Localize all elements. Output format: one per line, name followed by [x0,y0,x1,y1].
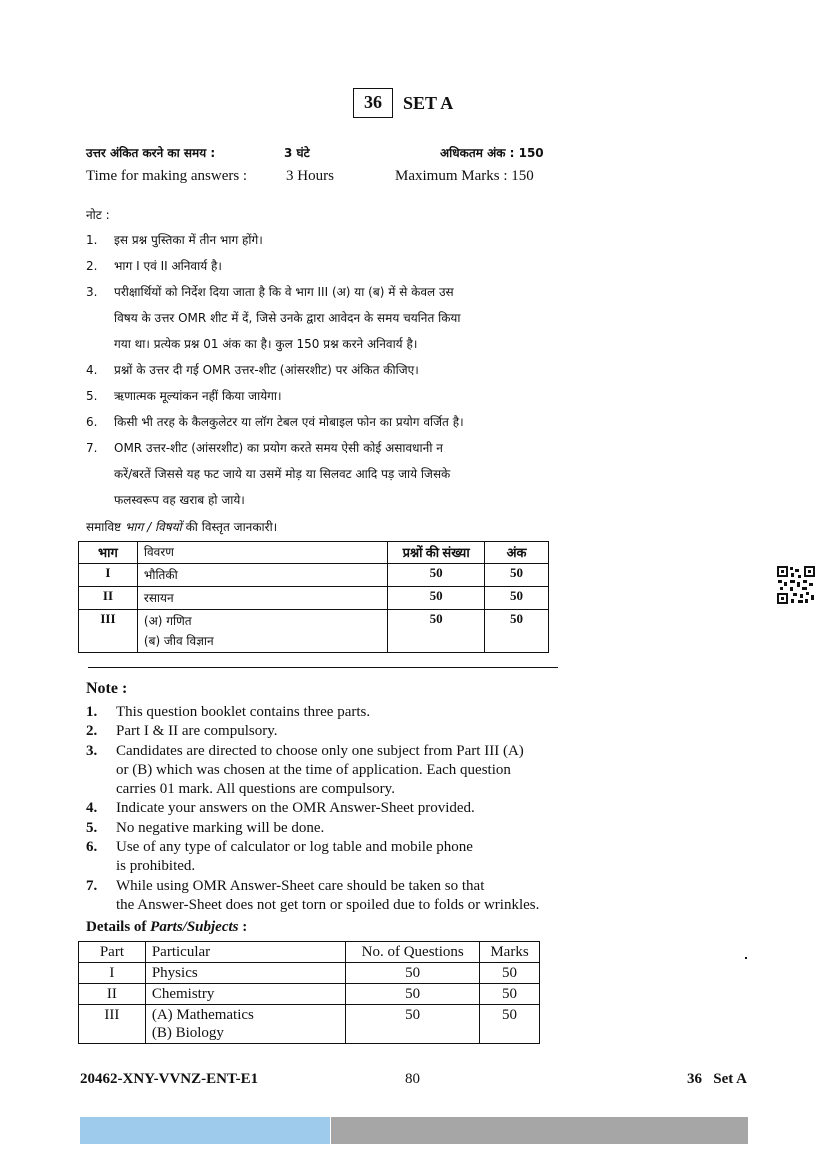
marks-label: Maximum Marks : 150 [395,168,534,184]
note-number: 1. [86,704,98,720]
note-number: 4. [86,800,98,817]
table-header-cell: Marks [480,942,540,963]
section-divider [88,667,558,668]
footer-bar-grey [331,1117,748,1144]
hindi-details-post: की विस्तृत जानकारी। [181,520,278,534]
note-text: Indicate your answers on the OMR Answer-Sheet provided. [116,800,475,817]
hindi-note-number: 7. [86,441,98,455]
note-line [86,896,646,915]
hindi-table-marks: 50 [485,564,549,587]
hindi-table-row [79,587,549,610]
footer-set: 36 Set A [687,1071,747,1087]
hindi-note-line [86,383,606,409]
table-particular [145,1005,345,1044]
hindi-table-part: I [79,564,138,587]
table-part: III [79,1005,146,1044]
note-line [86,742,646,761]
note-line [86,761,646,780]
hindi-table-marks: 50 [485,587,549,610]
note-text: While using OMR Answer-Sheet care should be taken so that [116,877,485,894]
details-post: : [238,919,248,935]
hindi-note-line [86,409,606,435]
note-number: 7. [86,877,98,894]
hindi-note-text: करें/बरतें जिससे यह फट जाये या उसमें मोड़ या सिलवट आदि पड़ जाये जिसके [114,467,451,481]
note-line [86,819,646,838]
note-text: Part I & II are compulsory. [116,723,278,740]
hindi-table-header-cell: प्रश्नों की संख्या [388,542,485,564]
hindi-time-label: उत्तर अंकित करने का समय : [86,146,216,160]
hindi-table-particular [137,564,387,587]
hindi-table-particular-line: रसायन [143,591,174,605]
details-heading [86,919,247,936]
details-em: Parts/Subjects [150,919,239,935]
hindi-time-value: 3 घंटे [284,146,310,160]
hindi-table-header-cell: अंक [485,542,549,564]
hindi-details-em: भाग / विषयों [125,520,182,534]
hindi-table-questions: 50 [388,564,485,587]
hindi-note-number: 2. [86,259,98,273]
page-number: 80 [405,1071,420,1087]
hindi-notes-list [86,227,606,513]
hindi-table-particular [137,610,387,653]
set-label: SET A [403,93,454,113]
hindi-note-text: ऋणात्मक मूल्यांकन नहीं किया जायेगा। [114,389,282,403]
hindi-note-line [86,227,606,253]
stray-mark [745,957,747,959]
note-number: 2. [86,723,98,740]
hindi-note-number: 3. [86,285,98,299]
table-particular [145,963,345,984]
note-text: No negative marking will be done. [116,819,325,836]
details-pre: Details of [86,919,151,935]
note-text: Use of any type of calculator or log table and mobile phone [116,839,473,856]
hindi-note-line [86,357,606,383]
hindi-note-text: भाग I एवं II अनिवार्य है। [114,259,222,273]
hindi-table-part: II [79,587,138,610]
hindi-note-text: परीक्षार्थियों को निर्देश दिया जाता है कि वे भाग III (अ) या (ब) में से केवल उस [114,285,454,299]
table-row [79,1005,540,1044]
note-text: This question booklet contains three parts. [116,704,371,720]
table-particular-line: Physics [151,965,198,981]
hindi-table-marks: 50 [485,610,549,653]
table-questions: 50 [346,963,480,984]
note-line [86,838,646,857]
hindi-details-heading [86,518,277,535]
table-row [79,963,540,984]
note-line [86,722,646,741]
parts-table [78,941,540,1044]
hindi-table-header-cell: भाग [79,542,138,564]
hindi-note-line [86,279,606,305]
note-text: the Answer-Sheet does not get torn or spoiled due to folds or wrinkles. [116,896,540,913]
hindi-note-text: विषय के उत्तर OMR शीट में दें, जिसे उनके द्वारा आवेदन के समय चयनित किया [114,311,461,325]
table-questions: 50 [346,1005,480,1044]
table-particular-line: (A) Mathematics [151,1007,254,1023]
qr-code [776,565,816,605]
hindi-note-line [86,253,606,279]
hindi-table-particular-line: भौतिकी [143,568,178,582]
note-number: 5. [86,819,98,836]
time-value: 3 Hours [286,168,334,184]
hindi-note-text: फलस्वरूप वह खराब हो जाये। [114,493,245,507]
hindi-note-text: गया था। प्रत्येक प्रश्न 01 अंक का है। कुल 150 प्रश्न करने अनिवार्य है। [114,337,418,351]
hindi-table-header-cell: विवरण [137,542,387,564]
hindi-table-particular-line: (अ) गणित [143,614,192,628]
footer-code: 20462-XNY-VVNZ-ENT-E1 [80,1071,259,1087]
note-line [86,857,646,876]
hindi-table-row [79,610,549,653]
hindi-note-number: 5. [86,389,98,403]
note-line [86,799,646,818]
hindi-note-line [86,461,606,487]
table-row [79,984,540,1005]
hindi-details-pre: समाविष्ट [86,520,125,534]
hindi-note-line [86,331,606,357]
hindi-table-questions: 50 [388,610,485,653]
table-marks: 50 [480,984,540,1005]
time-label: Time for making answers : [86,168,248,184]
hindi-table-header-row [79,542,549,564]
set-number-box: 36 [353,88,393,118]
note-line [86,877,646,896]
hindi-note-number: 1. [86,233,98,247]
note-number: 6. [86,839,98,856]
table-header-cell: No. of Questions [346,942,480,963]
hindi-note-line [86,305,606,331]
hindi-marks-label: अधिकतम अंक : 150 [440,146,544,160]
note-number: 3. [86,742,98,759]
table-part: I [79,963,146,984]
note-line [86,703,646,722]
note-heading: Note : [86,680,128,697]
hindi-table-row [79,564,549,587]
table-particular-line: (B) Biology [151,1025,224,1041]
table-header-cell: Part [79,942,146,963]
hindi-table-questions: 50 [388,587,485,610]
table-header-cell: Particular [145,942,345,963]
note-text: carries 01 mark. All questions are compulsory. [116,781,395,798]
table-particular [145,984,345,1005]
notes-list [86,703,646,915]
hindi-table-particular [137,587,387,610]
hindi-table-part: III [79,610,138,653]
hindi-note-text: किसी भी तरह के कैलकुलेटर या लॉग टेबल एवं मोबाइल फोन का प्रयोग वर्जित है। [114,415,464,429]
table-header-row [79,942,540,963]
hindi-note-number: 6. [86,415,98,429]
hindi-table-particular-line: (ब) जीव विज्ञान [143,634,214,648]
hindi-note-line [86,435,606,461]
hindi-note-heading: नोट : [86,208,110,222]
note-text: Candidates are directed to choose only one subject from Part III (A) [116,742,524,759]
table-marks: 50 [480,1005,540,1044]
table-marks: 50 [480,963,540,984]
hindi-note-text: OMR उत्तर-शीट (आंसरशीट) का प्रयोग करते समय ऐसी कोई असावधानी न [114,441,443,455]
table-questions: 50 [346,984,480,1005]
hindi-parts-table [78,541,549,653]
note-text: is prohibited. [116,858,196,875]
table-particular-line: Chemistry [151,986,215,1002]
hindi-note-line [86,487,606,513]
hindi-note-text: प्रश्नों के उत्तर दी गई OMR उत्तर-शीट (आंसरशीट) पर अंकित कीजिए। [114,363,419,377]
note-text: or (B) which was chosen at the time of application. Each question [116,761,511,778]
footer-bar-blue [80,1117,330,1144]
hindi-note-text: इस प्रश्न पुस्तिका में तीन भाग होंगे। [114,233,263,247]
note-line [86,780,646,799]
hindi-note-number: 4. [86,363,98,377]
table-part: II [79,984,146,1005]
